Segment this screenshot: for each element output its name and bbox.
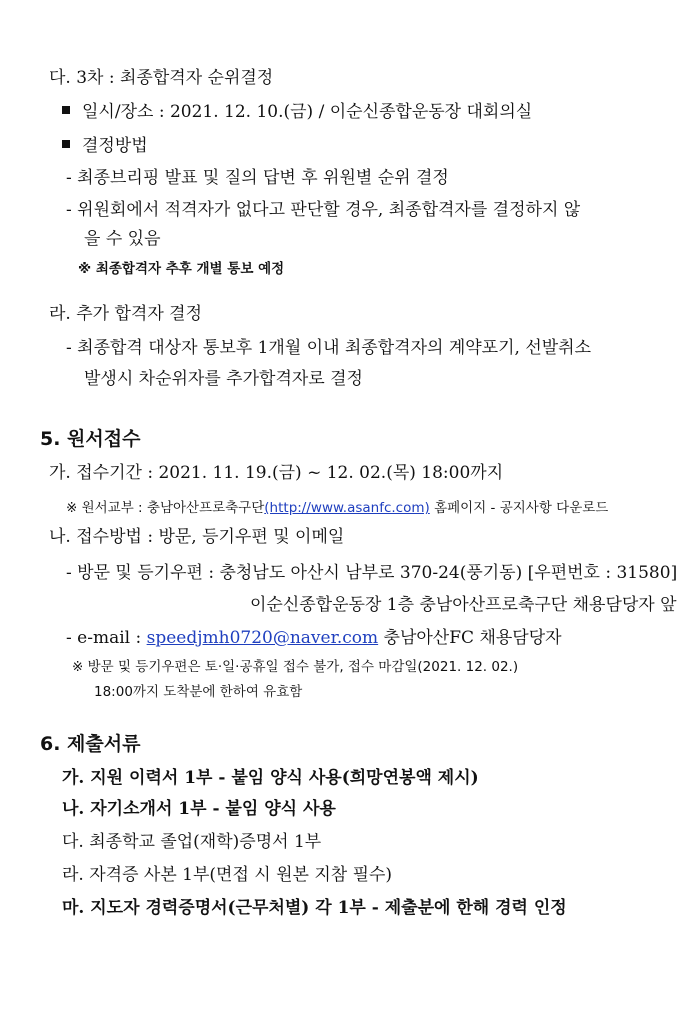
square-bullet-icon (62, 106, 70, 114)
email-line (66, 627, 562, 649)
final-notice-note: ※ 최종합격자 추후 개별 통보 예정 (78, 261, 285, 277)
section-5-title: 5. 원서접수 (40, 428, 141, 450)
method-title-text: 결정방법 (82, 136, 148, 156)
schedule-text: 일시/장소 : 2021. 12. 10.(금) / 이순신종합운동장 대회의실 (82, 102, 533, 122)
visit-mail-address: - 방문 및 등기우편 : 충청남도 아산시 남부로 370-24(풍기동) [우편번호 : 31580] (66, 563, 678, 583)
additional-pass-line-1: - 최종합격 대상자 통보후 1개월 이내 최종합격자의 계약포기, 선발취소 (66, 338, 592, 358)
square-bullet-icon (62, 140, 70, 148)
method-item-1: - 최종브리핑 발표 및 질의 답변 후 위원별 순위 결정 (66, 168, 449, 188)
schedule-line (62, 101, 532, 123)
method-item-2-cont: 을 수 있음 (84, 229, 161, 249)
section-6-title: 6. 제출서류 (40, 733, 141, 755)
mail-deadline-note-cont: 18:00까지 도착분에 한하여 유효함 (94, 684, 303, 700)
application-method: 나. 접수방법 : 방문, 등기우편 및 이메일 (49, 527, 345, 547)
email-address-link[interactable]: speedjmh0720@naver.com (146, 628, 379, 648)
method-title-line (62, 135, 148, 157)
document-item: 다. 최종학교 졸업(재학)증명서 1부 (62, 832, 322, 852)
document-item: 나. 자기소개서 1부 - 붙임 양식 사용 (62, 799, 336, 819)
visit-mail-recipient: 이순신종합운동장 1층 충남아산프로축구단 채용담당자 앞 (250, 595, 677, 615)
section-3rd-round-heading: 다. 3차 : 최종합격자 순위결정 (49, 68, 274, 88)
document-item: 가. 지원 이력서 1부 - 붙임 양식 사용(희망연봉액 제시) (62, 768, 479, 788)
document-item: 마. 지도자 경력증명서(근무처별) 각 1부 - 제출분에 한해 경력 인정 (62, 898, 567, 918)
email-prefix: - e-mail : (66, 628, 147, 648)
form-note-suffix: 홈페이지 - 공지사항 다운로드 (429, 500, 609, 516)
application-period: 가. 접수기간 : 2021. 11. 19.(금) ~ 12. 02.(목) 18:00까지 (49, 463, 504, 483)
mail-deadline-note: ※ 방문 및 등기우편은 토·일·공휴일 접수 불가, 접수 마감일(2021. 12. 02.) (72, 659, 519, 675)
asanfc-homepage-link[interactable]: (http://www.asanfc.com) (264, 500, 430, 516)
form-note-prefix: ※ 원서교부 : 충남아산프로축구단 (66, 500, 265, 516)
application-form-note (66, 497, 608, 519)
additional-pass-heading: 라. 추가 합격자 결정 (49, 304, 202, 324)
method-item-2: - 위원회에서 적격자가 없다고 판단할 경우, 최종합격자를 결정하지 않 (66, 200, 581, 220)
document-item: 라. 자격증 사본 1부(면접 시 원본 지참 필수) (62, 865, 393, 885)
additional-pass-line-2: 발생시 차순위자를 추가합격자로 결정 (84, 369, 363, 389)
email-suffix: 충남아산FC 채용담당자 (378, 628, 562, 648)
